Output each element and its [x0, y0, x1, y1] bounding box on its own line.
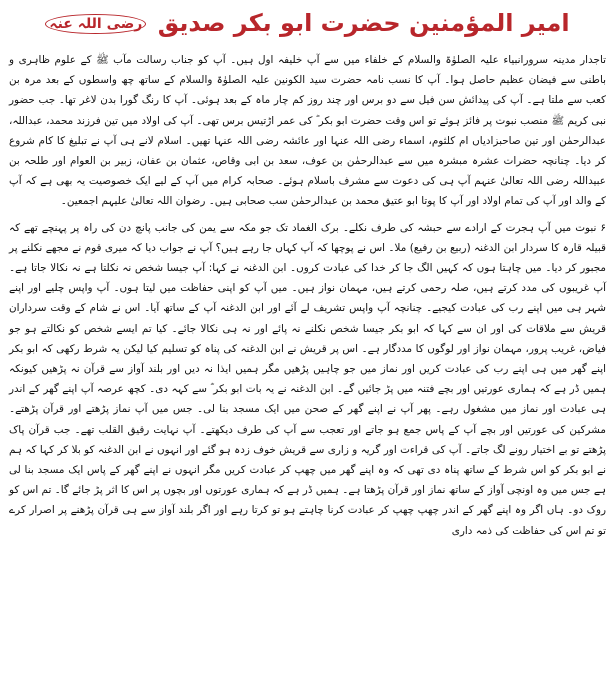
honorific-seal: رضی اللہ عنہ [45, 14, 146, 34]
article-paragraph: تاجدار مدینہ سرورانبیاء علیہ الصلوٰۃ والسلام کے خلفاء میں سے آپ خلیفہ اول ہیں۔ آپ کو جناب رسالت مآب ﷺ کے علوم ظاہری و باطنی سے فیضان عظیم حاصل ہوا۔ آپ کا نسب نامہ حضرت سید الکونین علیہ الصلوٰۃ والسلام کے ساتھ چھ واسطوں کے بعد مرہ بن کعب سے ملتا ہے۔ آپ کی پیدائش سن فیل سے دو برس اور چند روز کم چار ماہ کے بعد ہوئی۔ آپ کا رنگ گورا بدن لاغر تھا۔ جب حضور نبی کریم ﷺ منصب نبوت پر فائز ہوئے تو اس وقت حضرت ابو بکر ؓ کی عمر اڑتیس برس تھی۔ آپ کی اولاد میں تین فرزند محمد، عبداللہ، عبدالرحمٰن اور تین صاحبزادیاں ام کلثوم، اسماء رضی اللہ عنہا اور عائشہ رضی اللہ عنہا تھیں۔ اسلام لانے ہی آپ نے تبلیغ کا کام شروع کر دیا۔ چنانچہ حضرات عشرہ مبشرہ میں سے عبدالرحمٰن بن عوف، سعد بن ابی وقاص، عثمان بن عفان، زبیر بن العوام اور طلحہ بن عبیداللہ رضی اللہ تعالیٰ عنہم آپ ہی کی دعوت سے مشرف باسلام ہوئے۔ صحابہ کرام میں آپ کے لیے ایک خصوصیت یہ بھی ہے کہ آپ کے والد اور آپ کی تمام اولاد اور آپ کا پوتا ابو عتیق محمد بن عبدالرحمٰن سب صحابی ہیں۔ رضوان اللہ تعالیٰ علیہم اجمعین۔ [9, 54, 606, 208]
article-paragraph: ۶ نبوت میں آپ ہجرت کے ارادے سے حبشہ کی طرف نکلے۔ برک الغماد تک جو مکہ سے یمن کی جانب پانچ دن کی راہ پر پہنچے تھے کہ قبیلہ قارہ کا سردار ابن الدغنہ (ربیع بن رفیع) ملا۔ اس نے پوچھا کہ آپ کہاں جا رہے ہیں؟ آپ نے جواب دیا کہ میری قوم نے مجھے نکلنے پر مجبور کر دیا۔ میں چاہتا ہوں کہ کہیں الگ جا کر خدا کی عبادت کروں۔ ابن الدغنہ نے کہا: آپ جیسا شخص نہ نکلتا ہے نہ نکالا جاتا ہے۔ آپ غریبوں کی مدد کرتے ہیں، صلہ رحمی کرتے ہیں، مہمان نواز ہیں۔ میں آپ کو اپنی حفاظت میں لیتا ہوں۔ آپ واپس چلیے اور اپنے شہر ہی میں اپنے رب کی عبادت کیجیے۔ چنانچہ آپ واپس تشریف لے آئے اور ابن الدغنہ آپ کے ساتھ آیا۔ اس نے شام کے وقت سرداران قریش سے ملاقات کی اور ان سے کہا کہ ابو بکر جیسا شخص نکلنے نہ پائے اور نہ ہی نکالا جائے۔ کیا تم ایسے شخص کو نکالتے ہو جو فیاض، غریب پرور، مہمان نواز اور لوگوں کا مددگار ہے۔ اس پر قریش نے ابن الدغنہ کی پناہ کو تسلیم کیا لیکن یہ شرط رکھی کہ ابو بکر اپنے گھر میں ہی اپنے رب کی عبادت کریں اور نماز میں جو چاہیں پڑھیں مگر ہمیں ایذا نہ دیں اور بلند آواز سے قرآن نہ پڑھیں کیونکہ ہمیں ڈر ہے کہ ہماری عورتیں اور بچے فتنہ میں پڑ جائیں گے۔ ابن الدغنہ نے یہ بات ابو بکر ؓ سے کہہ دی۔ کچھ عرصہ آپ اپنے گھر کے اندر ہی عبادت اور نماز میں مشغول رہے۔ پھر آپ نے اپنے گھر کے صحن میں ایک مسجد بنا لی۔ جس میں آپ نماز پڑھتے اور قرآن پڑھتے۔ مشرکین کی عورتیں اور بچے آپ کے پاس جمع ہو جاتے اور تعجب سے آپ کی طرف دیکھتے۔ آپ نہایت رقیق القلب تھے۔ جب قرآن پاک پڑھتے تو بے اختیار رونے لگ جاتے۔ آپ کی قراءت اور گریہ و زاری سے قریش خوف زدہ ہو گئے اور انہوں نے ابن الدغنہ کو بلا کر کہا کہ ہم نے ابو بکر کو اس شرط کے ساتھ پناہ دی تھی کہ وہ اپنے گھر میں چھپ کر عبادت کریں مگر انہوں نے اپنے گھر کے پاس ایک مسجد بنا لی ہے جس میں وہ اونچی آواز کے ساتھ نماز اور قرآن پڑھتا ہے۔ ہمیں ڈر ہے کہ ہماری عورتوں اور بچوں پر اس کا اثر پڑ جائے گا۔ تم اس کو روک دو۔ ہاں اگر وہ اپنے گھر کے اندر چھپ چھپ کر عبادت کرنا چاہتے ہو تو کرتا رہے اور اگر بلند آواز سے ہی قرآن پڑھنے پر اصرار کرے تو تم اس کی حفاظت کی ذمہ داری [9, 221, 606, 537]
article-title [9, 6, 606, 40]
article-title-text: امیر المؤمنین حضرت ابو بکر صدیق [157, 9, 570, 37]
